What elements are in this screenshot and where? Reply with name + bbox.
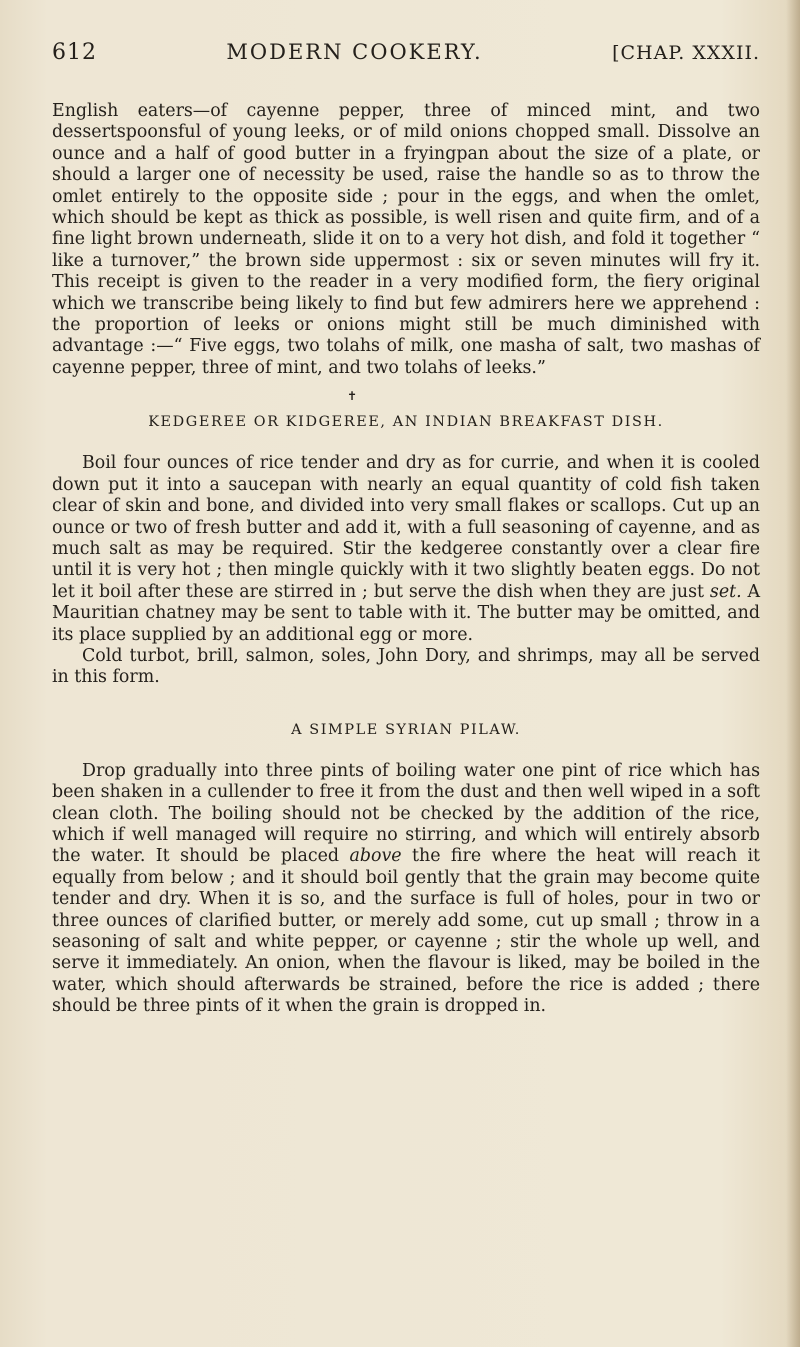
page-edge-shadow [786, 0, 800, 1347]
pilaw-heading: A SIMPLE SYRIAN PILAW. [291, 721, 521, 738]
omlet-continuation-paragraph: English eaters—of cayenne pepper, three of minced mint, and two dessertspoonsful of young leeks, or of mild onions chopped small. Dissolve an ounce and a half of good butter in a fryingpan about the size of a plate, or should a larger one of necessity be used, raise the handle so as to throw the omlet entirely to the opposite side ; pour in the eggs, and when the omlet, which should be kept as thick as possible, is well risen and quite firm, and of a fine light brown underneath, slide it on to a very hot dish, and fold it together “ like a turnover,” the brown side uppermost : six or seven minutes will fry it. This receipt is given to the reader in a very modified form, the fiery original which we transcribe being likely to find but few admirers here we apprehend : the proportion of leeks or onions might still be much diminished with advantage :—“ Five eggs, two tolahs of milk, one masha of salt, two mashas of cayenne pepper, three of mint, and two tolahs of leeks.” [52, 101, 760, 378]
kedgeree-heading: KEDGEREE OR KIDGEREE, AN INDIAN BREAKFAST DISH. [148, 414, 664, 431]
kedgeree-text-part1: Boil four ounces of rice tender and dry as for currie, and when it is cooled down put it into a saucepan with nearly an equal quantity of cold fish taken clear of skin and bone, and divided into very small flakes or scallops. Cut up an ounce or two of fresh butter and add it, with a full seasoning of cayenne, and as much salt as may be required. Stir the kedgeree constantly over a clear fire until it is very hot ; then mingle quickly with it two slightly beaten eggs. Do not let it boil after these are stirred in ; but serve the dish when they are just [52, 453, 760, 602]
ornament-mark: ✝ [347, 389, 358, 404]
running-head [52, 40, 760, 65]
kedgeree-paragraph [52, 453, 760, 646]
kedgeree-text-part2: A Mauritian chatney may be sent to table with it. The butter may be omitted, and its place supplied by an additional egg or more. [52, 581, 761, 645]
pilaw-text-part1: Drop gradually into three pints of boiling water one pint of rice which has been shaken in a cullender to free it from the dust and then well wiped in a soft clean cloth. The boiling should not be checked by the addition of the rice, which if well managed will require no stirring, and which will entirely absorb the water. It should be placed [52, 760, 760, 867]
pilaw-paragraph [52, 761, 760, 1018]
running-title: MODERN COOKERY. [226, 40, 483, 64]
page-number: 612 [52, 40, 97, 65]
kedgeree-emphasis: set. [709, 581, 742, 602]
chapter-reference: [CHAP. XXXII. [612, 42, 760, 64]
kedgeree-second-paragraph: Cold turbot, brill, salmon, soles, John Dory, and shrimps, may all be served in this form. [52, 645, 760, 688]
pilaw-emphasis: above [349, 846, 402, 867]
pilaw-text-part2: the fire where the heat will reach it equally from below ; and it should boil gently that the grain may become quite tender and dry. When it is so, and the surface is full of holes, pour in two or three ounces of clarified butter, or merely add some, cut up small ; throw in a seasoning of salt and white pepper, or cayenne ; stir the whole up well, and serve it immediately. An onion, when the flavour is liked, may be boiled in the water, which should afterwards be strained, before the rice is added ; there should be three pints of it when the grain is dropped in. [52, 846, 761, 1017]
